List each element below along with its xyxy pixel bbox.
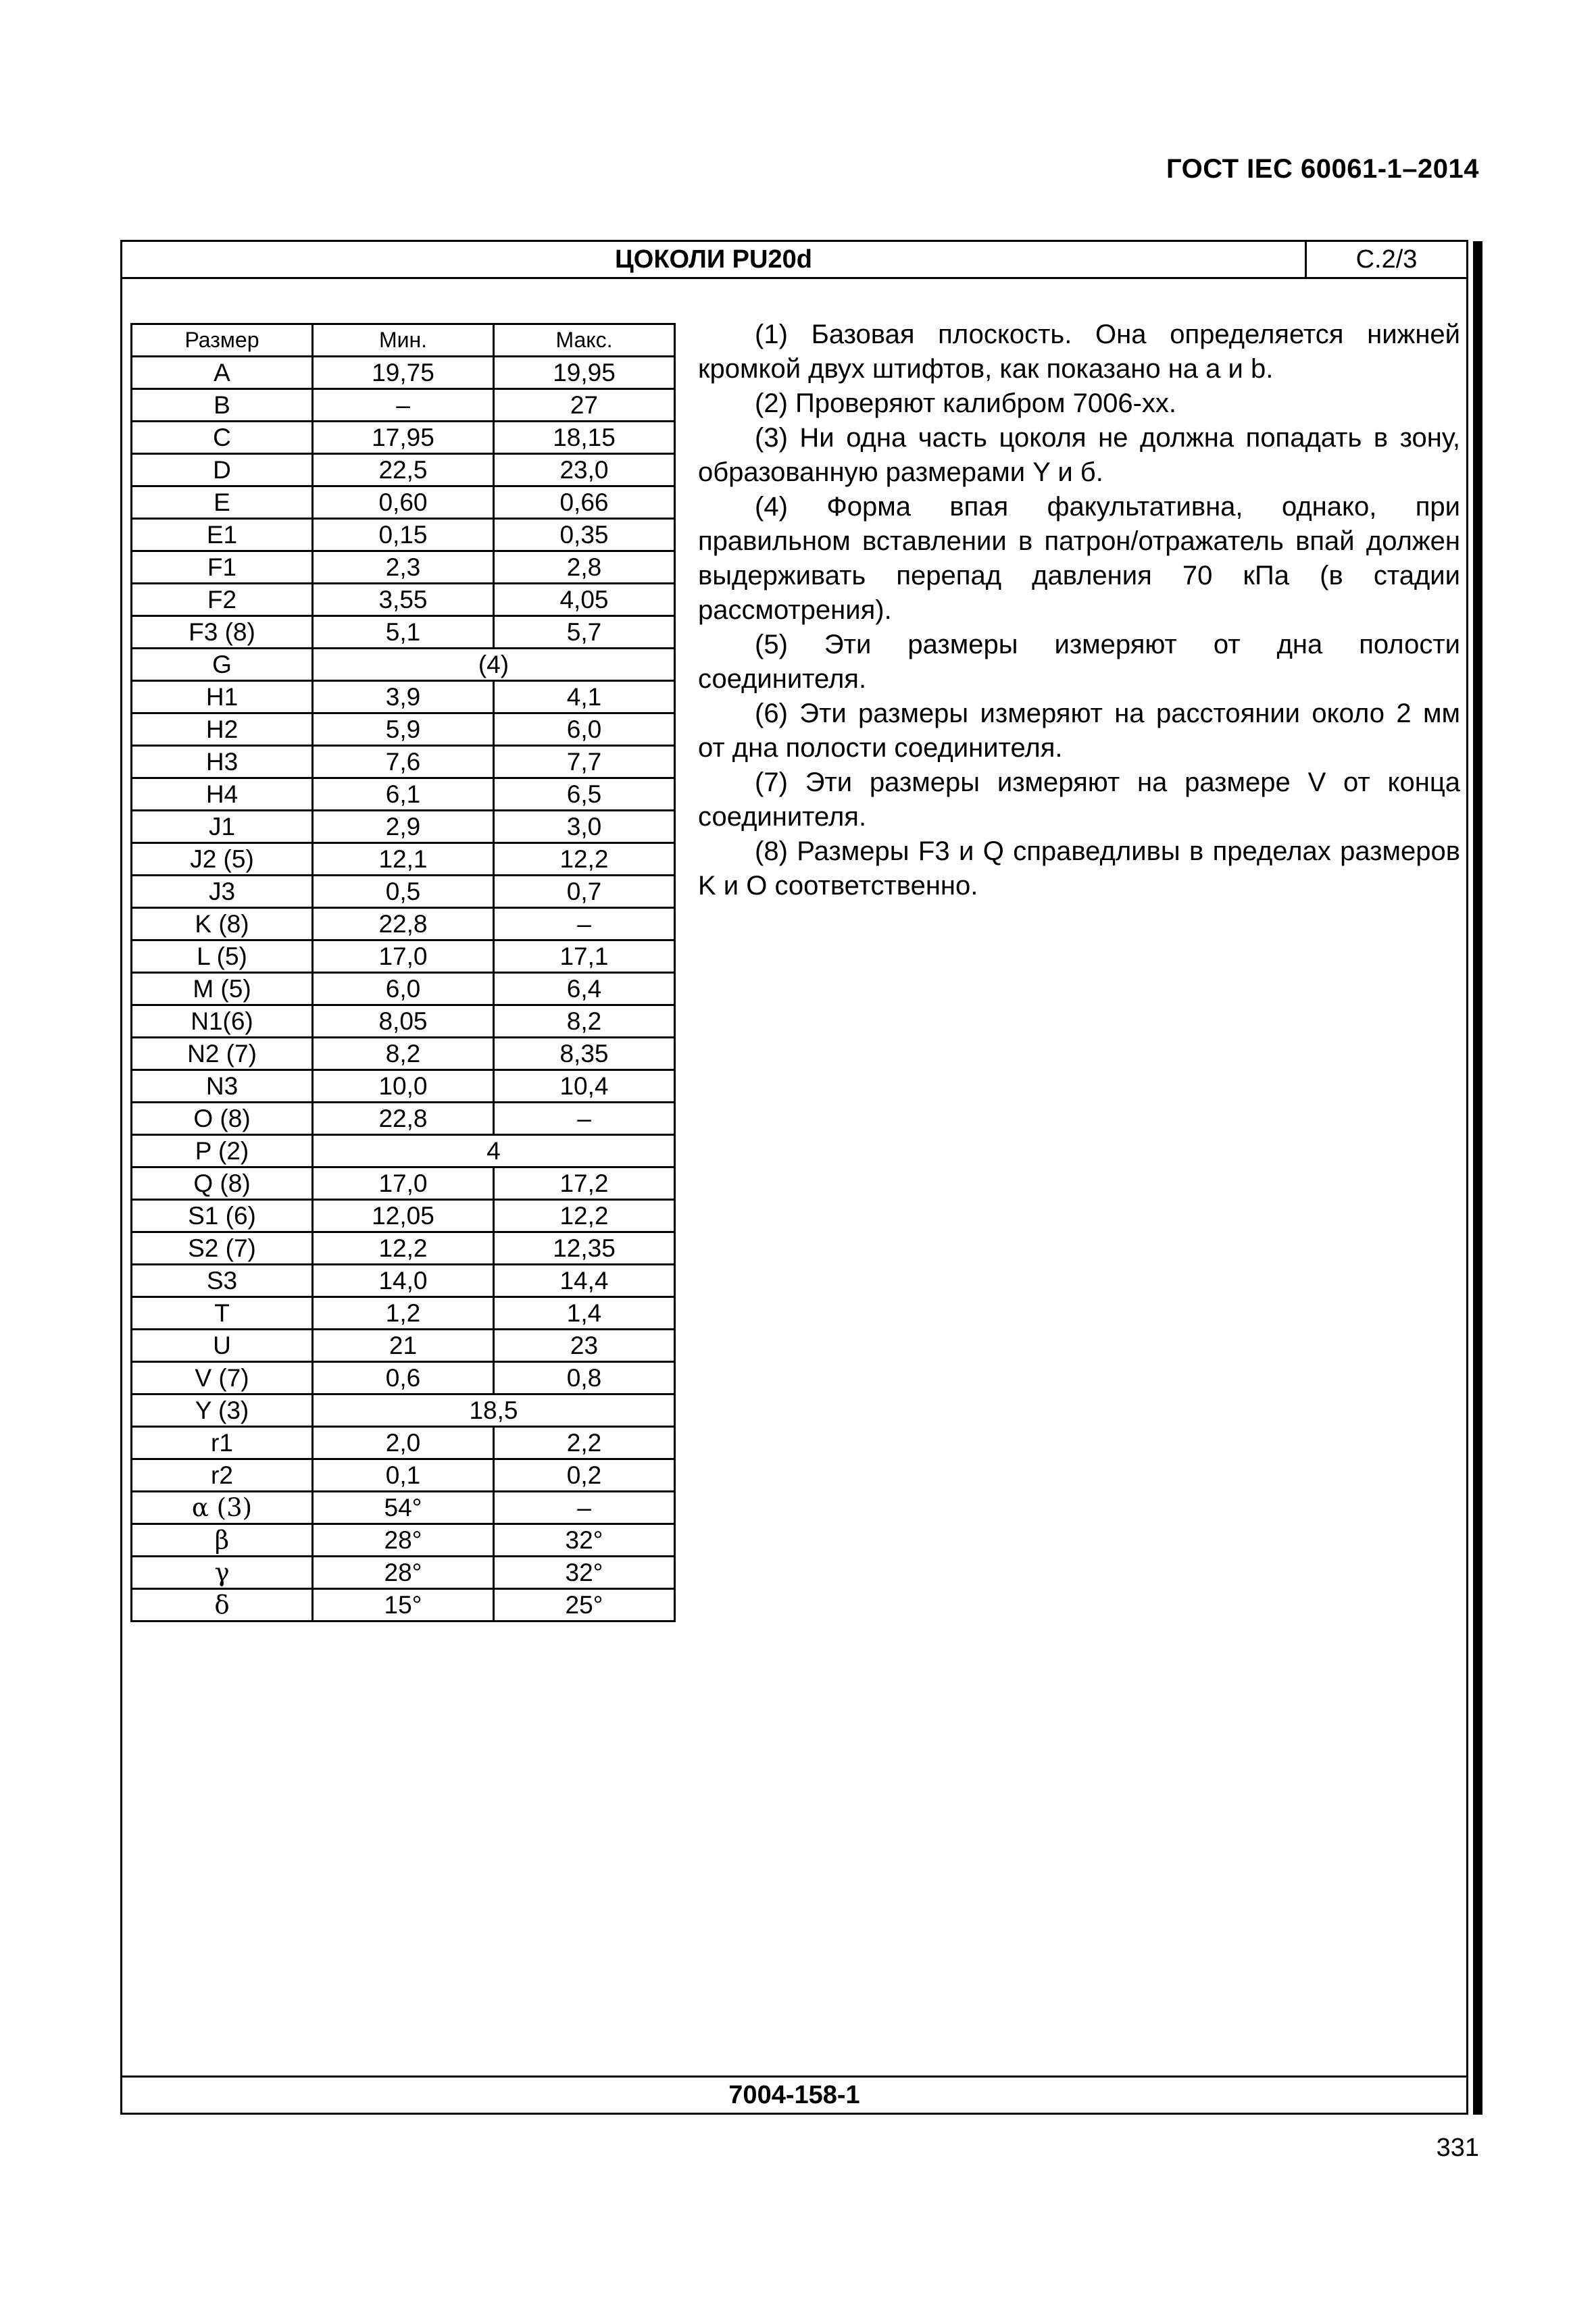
cell-min: 2,0 [313,1427,494,1459]
cell-size: β [132,1524,313,1557]
sheet-number: 7004-158-1 [122,2076,1466,2113]
cell-max: 32° [494,1524,675,1557]
table-row [132,843,675,876]
table-row [132,1103,675,1135]
table-row [132,681,675,713]
cell-size: B [132,389,313,422]
cell-max: 17,2 [494,1167,675,1200]
notes-block [698,318,1460,903]
table-row [132,584,675,616]
cell-size: F3 (8) [132,616,313,649]
cell-size: F2 [132,584,313,616]
cell-size: C [132,422,313,454]
cell-min: 22,8 [313,1103,494,1135]
cell-min: 6,0 [313,973,494,1005]
sheet-frame [120,240,1468,2115]
cell-size: A [132,357,313,389]
table-row [132,454,675,486]
cell-size: V (7) [132,1362,313,1394]
cell-size: N2 (7) [132,1038,313,1070]
table-row [132,1330,675,1362]
cell-max: 23,0 [494,454,675,486]
cell-size: α (3) [132,1492,313,1524]
cell-max: 6,0 [494,713,675,746]
cell-size: E [132,486,313,519]
cell-max: 10,4 [494,1070,675,1103]
cell-size: E1 [132,519,313,551]
table-row [132,973,675,1005]
header-min: Мин. [313,324,494,357]
table-row [132,811,675,843]
header-max: Макс. [494,324,675,357]
table-row [132,908,675,940]
cell-min: 54° [313,1492,494,1524]
cell-min: 0,5 [313,876,494,908]
table-row [132,746,675,778]
cell-size: δ [132,1589,313,1621]
cell-max: 17,1 [494,940,675,973]
cell-min: 12,1 [313,843,494,876]
cell-max: 12,2 [494,843,675,876]
table-header-row [132,324,675,357]
cell-max: 0,66 [494,486,675,519]
table-row [132,486,675,519]
cell-size: H3 [132,746,313,778]
table-row [132,876,675,908]
note-item: (3) Ни одна часть цоколя не должна попадать в зону, образованную размерами Y и б. [698,423,1460,487]
table-row [132,1362,675,1394]
cell-min: 6,1 [313,778,494,811]
table-row [132,551,675,584]
cell-size: O (8) [132,1103,313,1135]
table-row [132,649,675,681]
cell-max: 4,1 [494,681,675,713]
cell-min: 8,05 [313,1005,494,1038]
table-row [132,389,675,422]
cell-min: 28° [313,1557,494,1589]
cell-size: S1 (6) [132,1200,313,1232]
table-row [132,1265,675,1297]
cell-min: 17,95 [313,422,494,454]
cell-max: 8,35 [494,1038,675,1070]
cell-max: 0,35 [494,519,675,551]
cell-size: K (8) [132,908,313,940]
cell-min: 21 [313,1330,494,1362]
table-row [132,1135,675,1167]
cell-size: N1(6) [132,1005,313,1038]
cell-max: 25° [494,1589,675,1621]
cell-max: 2,8 [494,551,675,584]
cell-size: T [132,1297,313,1330]
cell-min: 12,05 [313,1200,494,1232]
page-number: 331 [1436,2134,1479,2162]
cell-size: J2 (5) [132,843,313,876]
frame-edge-bar [1473,241,1482,2115]
cell-size: F1 [132,551,313,584]
note-item: (6) Эти размеры измеряют на расстоянии около 2 мм от дна полости соединителя. [698,699,1460,763]
cell-min: 8,2 [313,1038,494,1070]
table-row [132,1524,675,1557]
note-item: (2) Проверяют калибром 7006-хх. [755,388,1177,418]
cell-max: 2,2 [494,1427,675,1459]
cell-max: 12,35 [494,1232,675,1265]
cell-value-merged: (4) [313,649,675,681]
table-row [132,422,675,454]
cell-min: 17,0 [313,1167,494,1200]
cell-min: 15° [313,1589,494,1621]
cell-max: 3,0 [494,811,675,843]
note-item: (5) Эти размеры измеряют от дна полости соединителя. [698,630,1460,694]
cell-size: P (2) [132,1135,313,1167]
cell-min: 28° [313,1524,494,1557]
cell-min: 2,3 [313,551,494,584]
cell-max: 0,7 [494,876,675,908]
cell-size: L (5) [132,940,313,973]
sheet-page-ref: С.2/3 [1305,242,1466,277]
table-row [132,1589,675,1621]
cell-size: H1 [132,681,313,713]
cell-size: D [132,454,313,486]
table-row [132,616,675,649]
cell-min: 3,9 [313,681,494,713]
dimensions-table-body [132,357,675,1621]
cell-min: 17,0 [313,940,494,973]
standard-designation: ГОСТ IEC 60061-1–2014 [1166,154,1479,184]
cell-min: 14,0 [313,1265,494,1297]
cell-min: 0,15 [313,519,494,551]
cell-min: 7,6 [313,746,494,778]
cell-max: 27 [494,389,675,422]
cell-max: 6,4 [494,973,675,1005]
sheet-title: ЦОКОЛИ PU20d [615,245,812,274]
cell-max: 32° [494,1557,675,1589]
table-row [132,1070,675,1103]
cell-size: S3 [132,1265,313,1297]
cell-min: 2,9 [313,811,494,843]
cell-max: 14,4 [494,1265,675,1297]
cell-min: 5,1 [313,616,494,649]
cell-size: J1 [132,811,313,843]
cell-size: γ [132,1557,313,1589]
cell-max: 5,7 [494,616,675,649]
cell-min: 5,9 [313,713,494,746]
cell-max: 12,2 [494,1200,675,1232]
cell-size: H2 [132,713,313,746]
table-row [132,519,675,551]
cell-min: 3,55 [313,584,494,616]
cell-max: 8,2 [494,1005,675,1038]
cell-size: r1 [132,1427,313,1459]
cell-max: 23 [494,1330,675,1362]
note-item: (8) Размеры F3 и Q справедливы в пределах размеров K и O соответственно. [698,836,1460,901]
cell-min: – [313,389,494,422]
table-row [132,1459,675,1492]
cell-size: Q (8) [132,1167,313,1200]
cell-min: 12,2 [313,1232,494,1265]
cell-max: 6,5 [494,778,675,811]
cell-max: – [494,908,675,940]
cell-min: 10,0 [313,1070,494,1103]
cell-max: 7,7 [494,746,675,778]
cell-max: 18,15 [494,422,675,454]
header-size: Размер [132,324,313,357]
cell-min: 22,5 [313,454,494,486]
cell-min: 0,1 [313,1459,494,1492]
cell-min: 1,2 [313,1297,494,1330]
sheet-title-bar [122,242,1466,279]
dimensions-table [130,323,676,1622]
table-row [132,1492,675,1524]
note-item: (1) Базовая плоскость. Она определяется нижней кромкой двух штифтов, как показано на a и b. [698,320,1460,384]
cell-min: 0,60 [313,486,494,519]
table-row [132,1557,675,1589]
table-row [132,713,675,746]
cell-max: 1,4 [494,1297,675,1330]
cell-max: 0,8 [494,1362,675,1394]
cell-size: r2 [132,1459,313,1492]
cell-value-merged: 4 [313,1135,675,1167]
cell-max: 4,05 [494,584,675,616]
cell-size: M (5) [132,973,313,1005]
cell-max: 19,95 [494,357,675,389]
table-row [132,1005,675,1038]
cell-min: 0,6 [313,1362,494,1394]
cell-max: – [494,1492,675,1524]
table-row [132,778,675,811]
table-row [132,1427,675,1459]
cell-value-merged: 18,5 [313,1394,675,1427]
cell-size: U [132,1330,313,1362]
cell-max: 0,2 [494,1459,675,1492]
cell-min: 19,75 [313,357,494,389]
note-item: (7) Эти размеры измеряют на размере V от конца соединителя. [698,768,1460,832]
table-row [132,1200,675,1232]
cell-min: 22,8 [313,908,494,940]
cell-size: S2 (7) [132,1232,313,1265]
cell-max: – [494,1103,675,1135]
cell-size: G [132,649,313,681]
table-row [132,940,675,973]
table-row [132,357,675,389]
table-row [132,1297,675,1330]
note-item: (4) Форма впая факультативна, однако, при правильном вставлении в патрон/отражатель впай должен выдерживать перепад давления 70 кПа (в стадии рассмотрения). [698,492,1460,625]
cell-size: J3 [132,876,313,908]
table-row [132,1167,675,1200]
cell-size: N3 [132,1070,313,1103]
cell-size: Y (3) [132,1394,313,1427]
table-row [132,1038,675,1070]
cell-size: H4 [132,778,313,811]
table-row [132,1232,675,1265]
table-row [132,1394,675,1427]
